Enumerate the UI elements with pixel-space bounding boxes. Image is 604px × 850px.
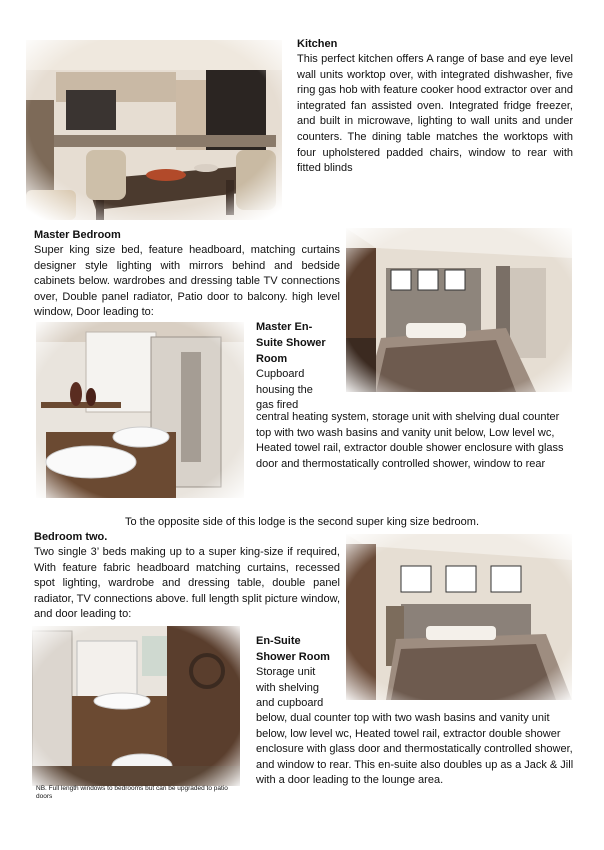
master-ensuite-description: central heating system, storage unit with shelving dual counter top with two wash basins and vanity unit below, Low level wc, Heated towel rail, extractor double shower enclosure with glass door and thermostatically controlled shower, window to rear xyxy=(256,411,564,470)
master-bedroom-heading: Master Bedroom xyxy=(34,229,121,241)
master-ensuite-text-3: gas fired xyxy=(256,399,299,412)
master-bedroom-description: Super king size bed, feature headboard, matching curtains designer style lighting with mirrors behind and bedside cabinets below. wardrobes and dressing table TV connections over, Double panel radiator, Patio door to balcony. high level window, Door leading to: xyxy=(34,244,340,319)
bedroom-two-photo xyxy=(346,534,572,700)
ensuite-two-text-3: and cupboard xyxy=(256,697,324,710)
kitchen-heading: Kitchen xyxy=(297,38,338,50)
master-bedroom-photo xyxy=(346,228,572,392)
master-ensuite-text-2: housing the xyxy=(256,383,313,396)
opposite-side-note: To the opposite side of this lodge is the second super king size bedroom. xyxy=(124,516,480,528)
ensuite-two-heading-1: En-Suite xyxy=(256,635,301,647)
bedroom-two-description: Two single 3’ beds making up to a super king-size if required, With feature fabric headboard matching curtains, recessed spot lighting, wardrobe and dressing table, double panel radiator, TV connections above. full length split picture window, and door leading to: xyxy=(34,546,340,621)
bedroom-two-heading: Bedroom two. xyxy=(34,531,108,543)
footnote: NB. Full length windows to bedrooms but can be upgraded to patio doors xyxy=(36,785,228,800)
kitchen-description: This perfect kitchen offers A range of base and eye level wall units worktop over, with integrated dishwasher, five ring gas hob with feature cooker hood extractor over and integrated fan assisted oven. Integrated fridge freezer, and built in microwave, lighting to wall units and under counters. The dining table matches the worktops with four upholstered padded chairs, window to rear with fitted blinds xyxy=(297,53,573,175)
master-ensuite-heading-1: Master En- xyxy=(256,321,313,333)
ensuite-two-photo xyxy=(32,626,240,786)
ensuite-two-heading-2: Shower Room xyxy=(256,651,330,663)
ensuite-two-text-1: Storage unit xyxy=(256,666,316,678)
master-ensuite-text-1: Cupboard xyxy=(256,368,305,380)
master-ensuite-heading-2: Suite Shower xyxy=(256,337,326,349)
master-ensuite-heading-3: Room xyxy=(256,353,288,365)
kitchen-photo xyxy=(26,40,282,220)
master-ensuite-photo xyxy=(36,322,244,498)
ensuite-two-text-2: with shelving xyxy=(256,681,319,694)
ensuite-two-description: below, dual counter top with two wash basins and vanity unit below, low level wc, Heated towel rail, extractor double shower enclosure with glass door and thermostatically controlled shower, and window to rear. This en-suite also doubles up as a Jack & Jill with a door leading to the lounge area. xyxy=(256,712,574,787)
